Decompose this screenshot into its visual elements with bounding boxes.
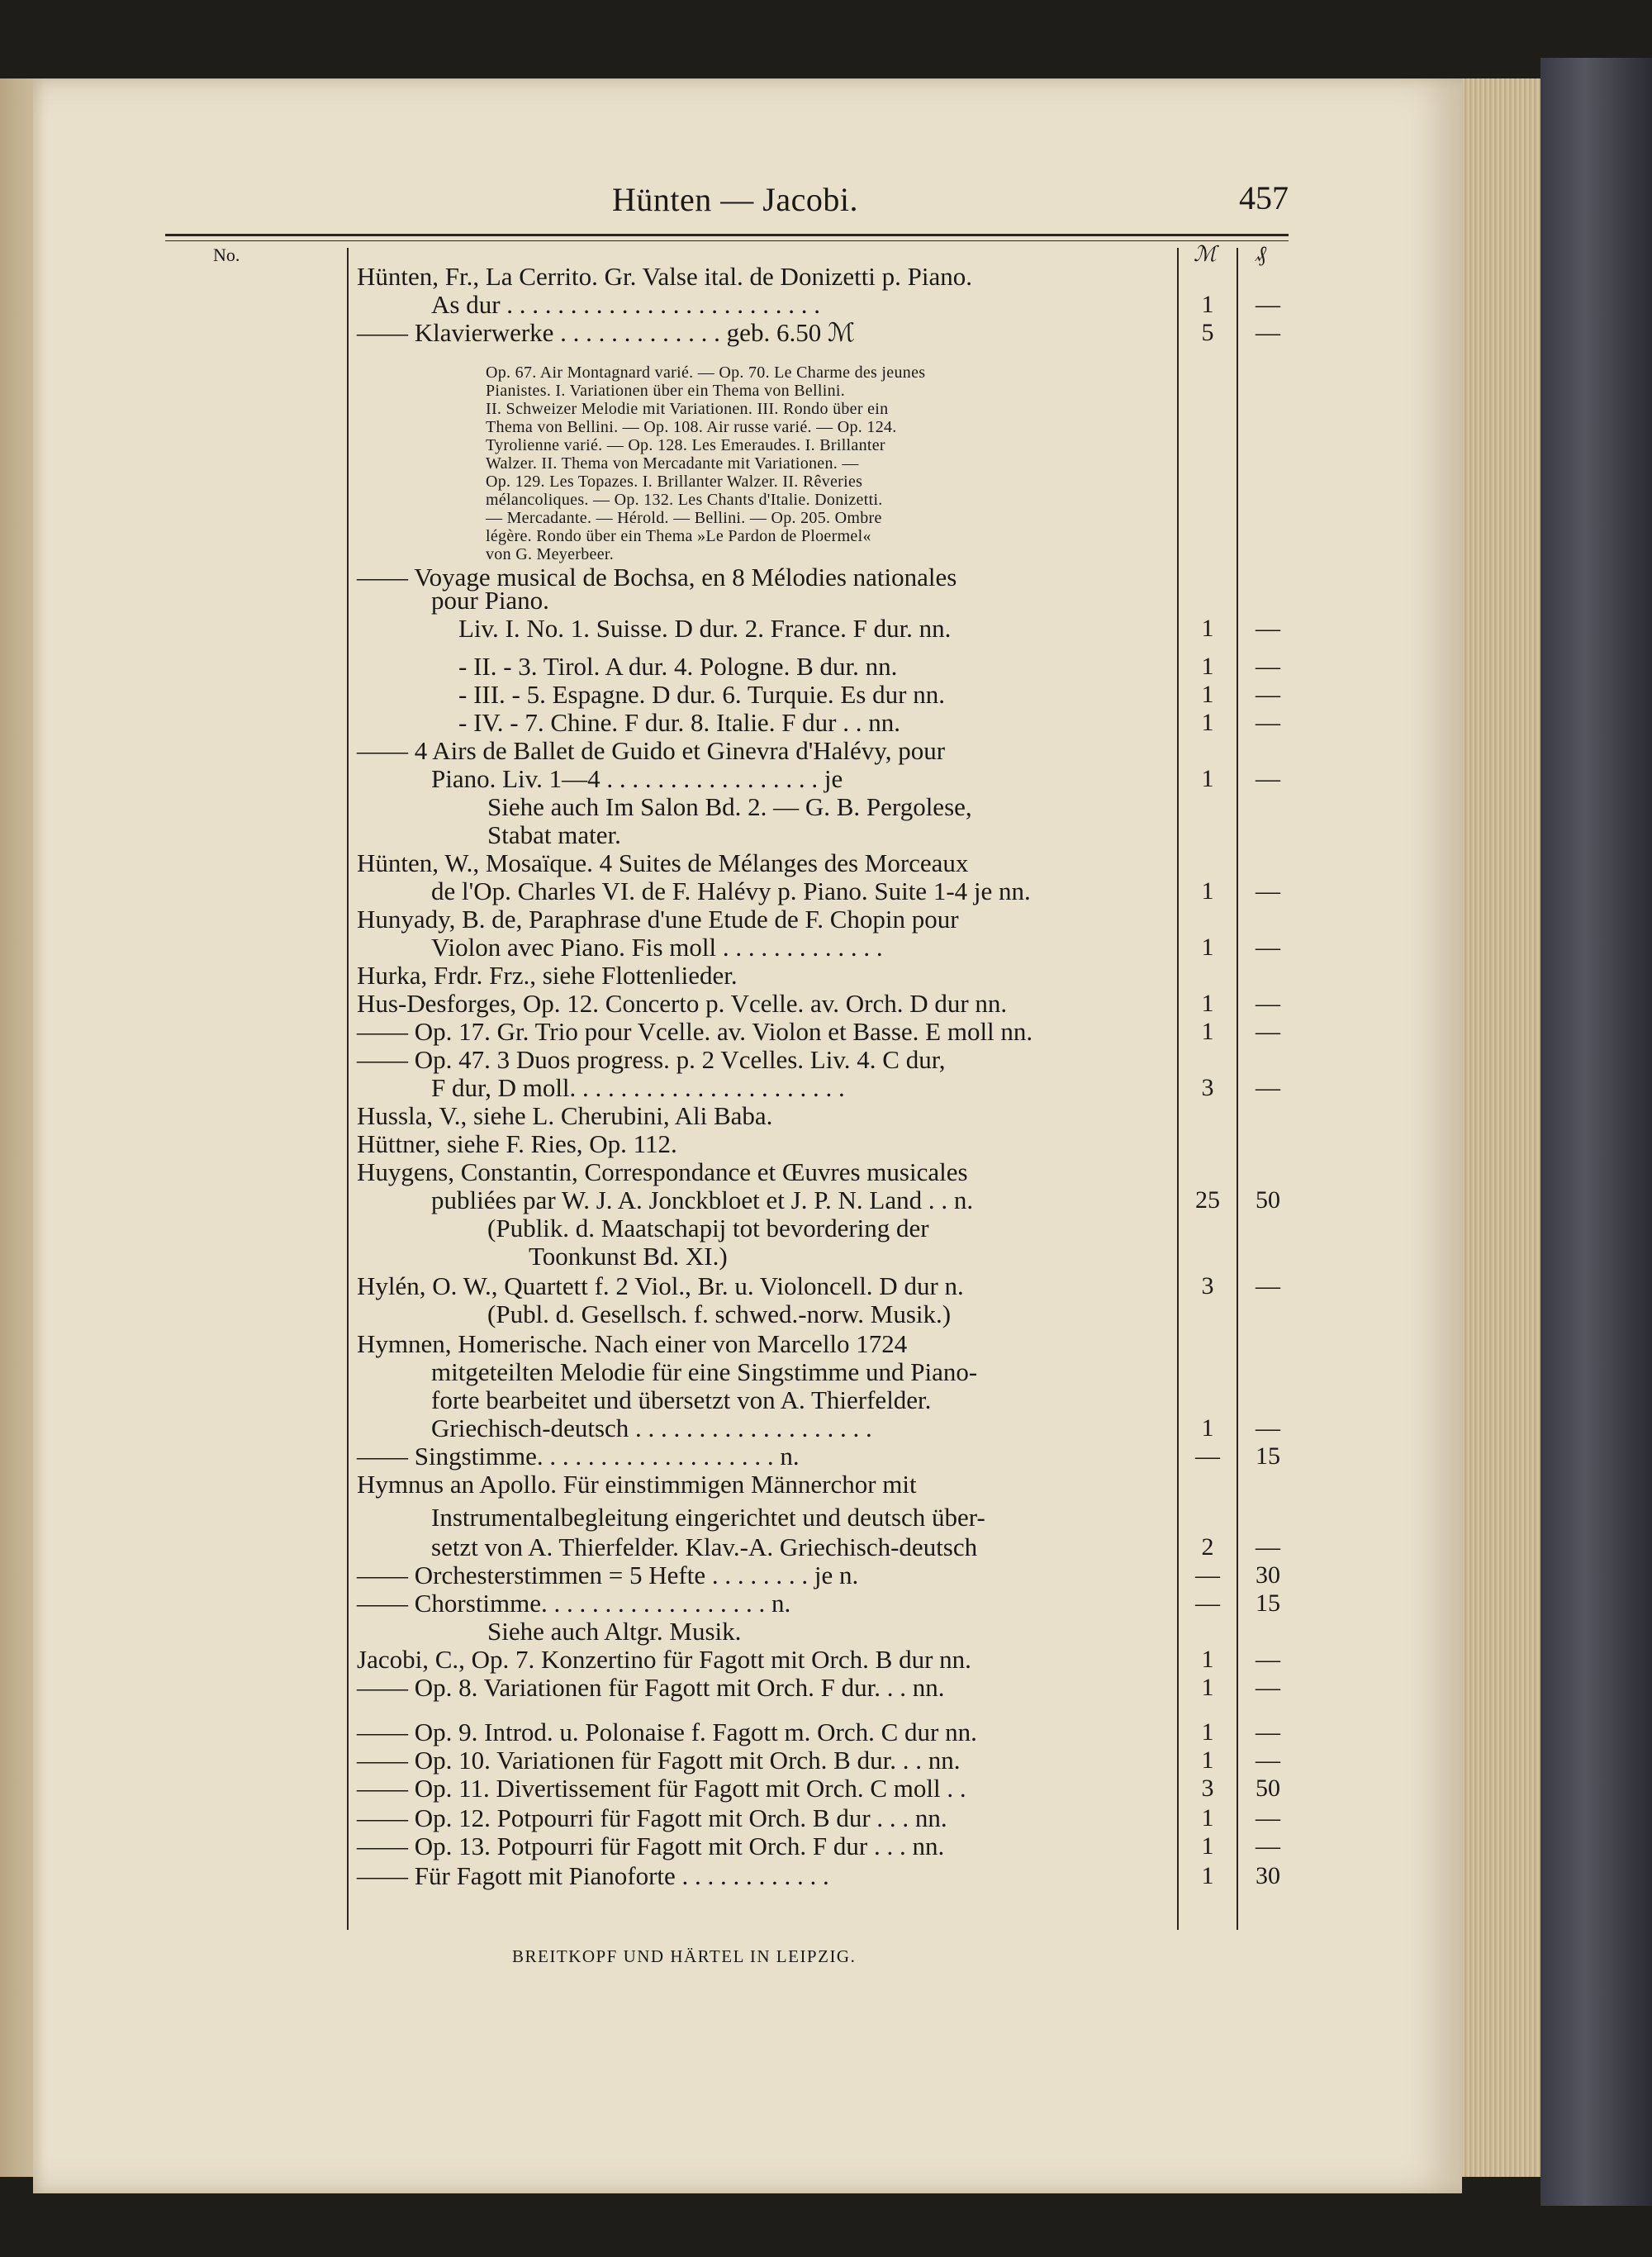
price-pfennig: 15: [1256, 1442, 1280, 1470]
entry-text: Hüttner, siehe F. Ries, Op. 112.: [357, 1129, 677, 1158]
entry-text: mitgeteilten Melodie für eine Singstimme und Piano-: [431, 1357, 978, 1386]
price-mark: 1: [1201, 1862, 1214, 1889]
price-mark: 1: [1201, 934, 1214, 961]
price-mark: 1: [1201, 1674, 1214, 1701]
entry-text: Piano. Liv. 1—4 . . . . . . . . . . . . . . . . . je: [431, 764, 843, 793]
price-mark: 5: [1201, 319, 1214, 346]
entry-text: Hylén, O. W., Quartett f. 2 Viol., Br. u. Violoncell. D dur n.: [357, 1271, 964, 1300]
entry-text: Jacobi, C., Op. 7. Konzertino für Fagott mit Orch. B dur nn.: [357, 1645, 971, 1674]
entry-text: Griechisch-deutsch . . . . . . . . . . . . . . . . . . .: [431, 1414, 872, 1442]
price-pfennig: —: [1256, 934, 1280, 961]
entry-text: —— Orchesterstimmen = 5 Hefte . . . . . . . . je n.: [357, 1561, 859, 1589]
entry-text: —— Op. 47. 3 Duos progress. p. 2 Vcelles. Liv. 4. C dur,: [357, 1045, 946, 1074]
entry-text: - IV. - 7. Chine. F dur. 8. Italie. F dur . . nn.: [458, 708, 901, 737]
price-pfennig: —: [1256, 1414, 1280, 1442]
entry-text: von G. Meyerbeer.: [486, 545, 615, 563]
price-pfennig: 30: [1256, 1862, 1280, 1889]
entry-text: Pianistes. I. Variationen über ein Thema von Bellini.: [486, 382, 846, 400]
entry-text: Hünten, Fr., La Cerrito. Gr. Valse ital. de Donizetti p. Piano.: [357, 262, 973, 291]
price-pfennig: —: [1256, 765, 1280, 792]
price-mark: 1: [1201, 291, 1214, 318]
price-pfennig: —: [1256, 1746, 1280, 1774]
price-mark: —: [1195, 1589, 1220, 1617]
price-mark: —: [1195, 1561, 1220, 1589]
header-rule: [165, 234, 1289, 236]
price-mark: 1: [1201, 1804, 1214, 1832]
entry-text: de l'Op. Charles VI. de F. Halévy p. Piano. Suite 1-4 je nn.: [431, 877, 1031, 905]
pfennig-column-label: ₰: [1256, 242, 1266, 266]
entry-text: Hünten, W., Mosaïque. 4 Suites de Mélanges des Morceaux: [357, 848, 969, 877]
entry-text: —— Für Fagott mit Pianoforte . . . . . . . . . . . .: [357, 1861, 829, 1890]
entry-text: —— Op. 9. Introd. u. Polonaise f. Fagott m. Orch. C dur nn.: [357, 1718, 977, 1746]
entry-text: (Publik. d. Maatschapij tot bevordering der: [487, 1214, 929, 1243]
price-pfennig: —: [1256, 1804, 1280, 1832]
price-pfennig: —: [1256, 615, 1280, 642]
price-mark: 3: [1201, 1272, 1214, 1300]
entry-text: — Mercadante. — Hérold. — Bellini. — Op. 205. Ombre: [486, 509, 882, 527]
price-pfennig: 30: [1256, 1561, 1280, 1589]
price-mark: 1: [1201, 709, 1214, 736]
entry-text: mélancoliques. — Op. 132. Les Chants d'Italie. Donizetti.: [486, 491, 883, 509]
entry-text: —— Op. 12. Potpourri für Fagott mit Orch. B dur . . . nn.: [357, 1803, 947, 1832]
entry-text: forte bearbeitet und übersetzt von A. Thierfelder.: [431, 1385, 932, 1414]
column-divider-mark: [1177, 248, 1179, 1930]
entry-text: - III. - 5. Espagne. D dur. 6. Turquie. Es dur nn.: [458, 680, 945, 709]
price-mark: 1: [1201, 990, 1214, 1017]
price-pfennig: —: [1256, 653, 1280, 680]
book-cover: [1540, 58, 1652, 2206]
entry-text: Hus-Desforges, Op. 12. Concerto p. Vcelle. av. Orch. D dur nn.: [357, 989, 1008, 1018]
price-mark: 1: [1201, 1718, 1214, 1746]
price-mark: 1: [1201, 1018, 1214, 1045]
entry-text: Hurka, Frdr. Frz., siehe Flottenlieder.: [357, 961, 738, 990]
price-pfennig: —: [1256, 1674, 1280, 1701]
entry-text: Tyrolienne varié. — Op. 128. Les Emeraudes. I. Brillanter: [486, 436, 885, 454]
price-pfennig: —: [1256, 1533, 1280, 1561]
price-pfennig: —: [1256, 877, 1280, 905]
entry-text: Hymnen, Homerische. Nach einer von Marcello 1724: [357, 1329, 908, 1358]
page-title: Hünten — Jacobi.: [612, 181, 858, 218]
price-pfennig: —: [1256, 709, 1280, 736]
entry-text: Violon avec Piano. Fis moll . . . . . . . . . . . . .: [431, 933, 883, 962]
price-mark: 1: [1201, 877, 1214, 905]
price-mark: 1: [1201, 681, 1214, 708]
header-rule-thin: [165, 240, 1289, 241]
entry-text: légère. Rondo über ein Thema »Le Pardon de Ploermel«: [486, 527, 871, 545]
price-mark: —: [1195, 1442, 1220, 1470]
entry-text: —— Op. 13. Potpourri für Fagott mit Orch. F dur . . . nn.: [357, 1832, 945, 1860]
column-divider-pfennig: [1237, 248, 1238, 1930]
price-pfennig: —: [1256, 1272, 1280, 1300]
price-mark: 1: [1201, 1646, 1214, 1673]
entry-text: - II. - 3. Tirol. A dur. 4. Pologne. B dur. nn.: [458, 652, 898, 681]
entry-text: —— Op. 11. Divertissement für Fagott mit Orch. C moll . .: [357, 1774, 966, 1803]
entry-text: Hymnus an Apollo. Für einstimmigen Männerchor mit: [357, 1470, 917, 1499]
entry-text: (Publ. d. Gesellsch. f. schwed.-norw. Musik.): [487, 1300, 952, 1328]
price-pfennig: —: [1256, 1074, 1280, 1101]
mark-column-label: ℳ: [1194, 242, 1217, 266]
page-edges: [1462, 78, 1540, 2177]
entry-text: Stabat mater.: [487, 820, 621, 849]
price-mark: 1: [1201, 653, 1214, 680]
entry-text: Siehe auch Altgr. Musik.: [487, 1617, 742, 1646]
entry-text: Op. 129. Les Topazes. I. Brillanter Walzer. II. Rêveries: [486, 473, 863, 491]
entry-text: Thema von Bellini. — Op. 108. Air russe varié. — Op. 124.: [486, 418, 897, 436]
price-pfennig: —: [1256, 1646, 1280, 1673]
entry-text: II. Schweizer Melodie mit Variationen. III. Rondo über ein: [486, 400, 889, 418]
price-pfennig: —: [1256, 1718, 1280, 1746]
column-divider-signature: [347, 248, 349, 1930]
entry-text: Walzer. II. Thema von Mercadante mit Variationen. —: [486, 454, 859, 473]
entry-text: —— Voyage musical de Bochsa, en 8 Mélodies nationales: [357, 563, 957, 592]
entry-text: —— Op. 8. Variationen für Fagott mit Orch. F dur. . . nn.: [357, 1673, 945, 1702]
entry-text: —— Op. 17. Gr. Trio pour Vcelle. av. Violon et Basse. E moll nn.: [357, 1017, 1033, 1046]
entry-text: —— Op. 10. Variationen für Fagott mit Orch. B dur. . . nn.: [357, 1746, 961, 1775]
entry-text: —— Chorstimme. . . . . . . . . . . . . . . . . . n.: [357, 1589, 791, 1618]
entry-text: As dur . . . . . . . . . . . . . . . . . . . . . . . . .: [431, 290, 821, 319]
entry-text: publiées par W. J. A. Jonckbloet et J. P. N. Land . . n.: [431, 1186, 974, 1214]
entry-text: Hunyady, B. de, Paraphrase d'une Etude de F. Chopin pour: [357, 905, 959, 934]
no-column-label: No.: [213, 245, 240, 265]
price-mark: 25: [1195, 1186, 1220, 1214]
entry-text: Op. 67. Air Montagnard varié. — Op. 70. Le Charme des jeunes: [486, 363, 926, 382]
entry-text: setzt von A. Thierfelder. Klav.-A. Griechisch-deutsch: [431, 1532, 978, 1561]
entry-text: Siehe auch Im Salon Bd. 2. — G. B. Pergolese,: [487, 792, 972, 821]
price-mark: 1: [1201, 1746, 1214, 1774]
price-mark: 2: [1201, 1533, 1214, 1561]
entry-text: Hussla, V., siehe L. Cherubini, Ali Baba.: [357, 1101, 773, 1130]
entry-text: F dur, D moll. . . . . . . . . . . . . . . . . . . . . .: [431, 1073, 845, 1102]
entry-text: Toonkunst Bd. XI.): [529, 1242, 728, 1271]
price-pfennig: —: [1256, 1018, 1280, 1045]
price-pfennig: —: [1256, 291, 1280, 318]
price-pfennig: —: [1256, 1832, 1280, 1860]
price-mark: 3: [1201, 1074, 1214, 1101]
price-mark: 3: [1201, 1775, 1214, 1802]
price-pfennig: —: [1256, 319, 1280, 346]
price-mark: 1: [1201, 1832, 1214, 1860]
price-mark: 1: [1201, 1414, 1214, 1442]
entry-text: Liv. I. No. 1. Suisse. D dur. 2. France. F dur. nn.: [458, 614, 952, 643]
price-pfennig: 50: [1256, 1775, 1280, 1802]
price-pfennig: 50: [1256, 1186, 1280, 1214]
entry-text: Instrumentalbegleitung eingerichtet und deutsch über-: [431, 1503, 985, 1532]
price-pfennig: —: [1256, 681, 1280, 708]
entry-text: pour Piano.: [431, 586, 549, 615]
price-pfennig: —: [1256, 990, 1280, 1017]
price-pfennig: 15: [1256, 1589, 1280, 1617]
price-mark: 1: [1201, 615, 1214, 642]
price-mark: 1: [1201, 765, 1214, 792]
page-number: 457: [1239, 179, 1289, 216]
entry-text: —— Singstimme. . . . . . . . . . . . . . . . . . . n.: [357, 1442, 800, 1471]
entry-text: —— Klavierwerke . . . . . . . . . . . . . geb. 6.50 ℳ: [357, 318, 856, 347]
entry-text: Huygens, Constantin, Correspondance et Œuvres musicales: [357, 1157, 968, 1186]
entry-text: —— 4 Airs de Ballet de Guido et Ginevra d'Halévy, pour: [357, 736, 946, 765]
publisher-footer: BREITKOPF UND HÄRTEL IN LEIPZIG.: [512, 1946, 857, 1966]
